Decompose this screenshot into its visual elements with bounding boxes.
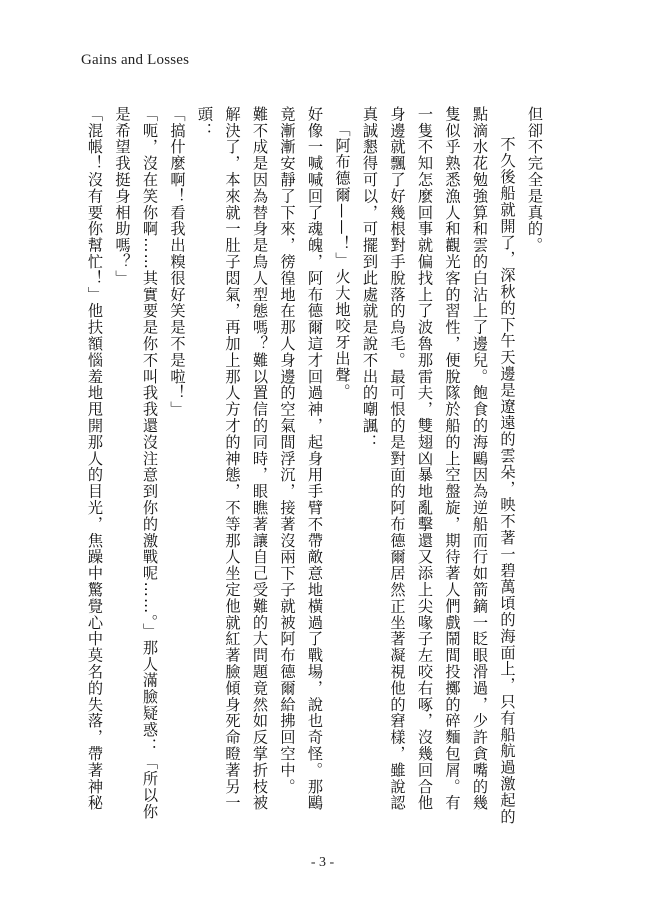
dialogue-paragraph: 「呃，沒在笑你啊……其實要是你不叫我我還沒注意到你的激戰呢……。」那人滿臉疑惑：「所以你是希望我挺身相助嗎？」: [113, 106, 159, 820]
paragraph: 不久後船就開了，深秋的下午天邊是遼遠的雲朵，映不著一碧萬頃的海面上，只有船航過激起的點滴水花勉強算和雲的白沾上了邊兒。飽食的海鷗因為逆船而行如箭鏑一眨眼滑過，少許貪嘴的幾隻似乎熟悉漁人和觀光客的習性，便脫隊於船的上空盤旋，期待著人們戲鬧間投擲的碎麵包屑。有一隻不知怎麼回事就偏找上了波魯那雷夫，雙翅凶暴地亂擊還又添上尖喙子左咬右啄，沒幾回合他身邊就飄了好幾根對手脫落的鳥毛。最可恨的是對面的阿布德爾居然正坐著凝視他的窘樣，雖說認真誠懇得可以，可擺到此處就是說不出的嘲諷：: [361, 106, 517, 826]
dialogue-paragraph: 「搞什麼啊！看我出糗很好笑是不是啦！」: [168, 106, 187, 418]
paragraph: 但卻不完全是真的。: [526, 106, 544, 254]
vertical-body-text: [86, 106, 548, 826]
running-header-title: Gains and Losses: [81, 52, 190, 68]
dialogue-paragraph: 「阿布德爾——！」火大地咬牙出聲。: [333, 121, 352, 400]
page-number: - 3 -: [310, 855, 335, 870]
paragraph: 難不成是因為替身是鳥人型態嗎？難以置信的同時，眼瞧著讓自己受難的大問題竟然如反掌折枝被解決了，本來就一肚子悶氣，再加上那人方才的神態，不等那人坐定他就紅著臉傾身死命瞪著另一頭：: [196, 106, 269, 812]
dialogue-paragraph: 「混帳！沒有要你幫忙！」他扶額惱羞地甩開那人的目光，焦躁中驚覺心中莫名的失落，帶著神秘: [86, 106, 104, 812]
paragraph: 好像一喊喊回了魂魄，阿布德爾這才回過神，起身用手臂不帶敵意地橫過了戰場，說也奇怪。那鷗竟漸漸安靜了下來，徬徨地在那人身邊的空氣間浮沉，接著沒兩下子就被阿布德爾給拂回空中。: [278, 106, 324, 812]
